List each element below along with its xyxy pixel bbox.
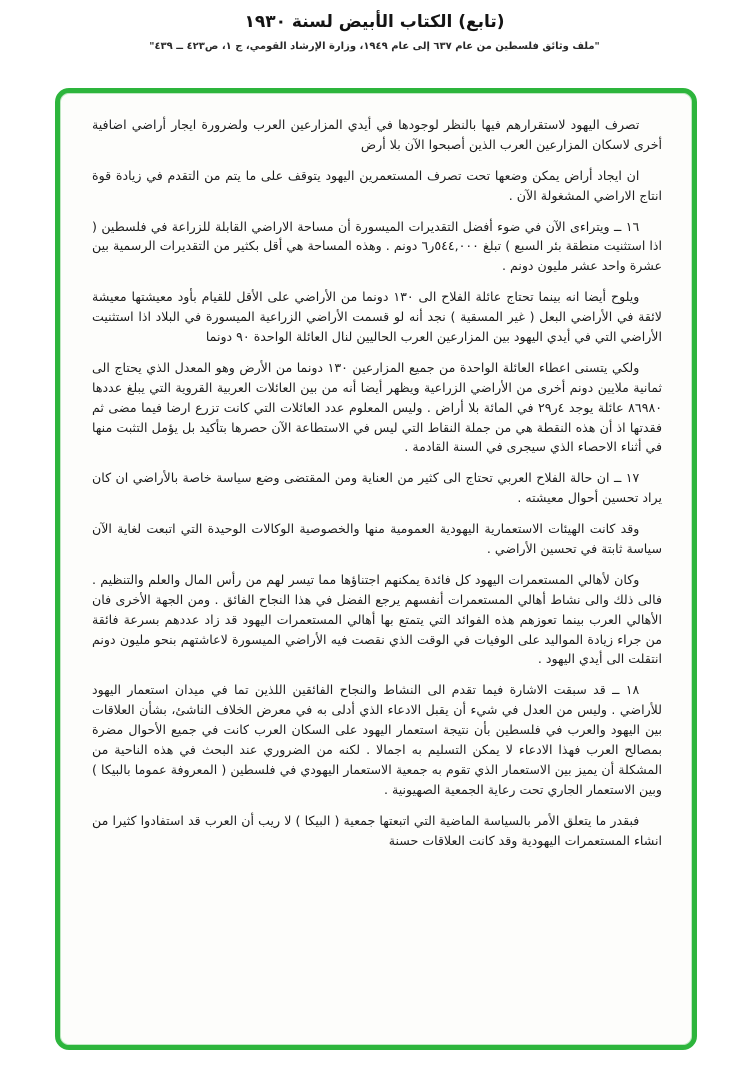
paragraph: ١٨ ــ قد سبقت الاشارة فيما تقدم الى النشاط والنجاح الفائقين اللذين تما في ميدان استعمار اليهود للأراضي . وليس من العدل في شيء أن يقبل الادعاء الذي أدلى به في معرض الخلاف الناشئ، بشأن العلاقات بين اليهود والعرب في فلسطين بأن نتيجة استعمار اليهود على السكان العرب كانت في جميع الأحوال مضرة بمصالح العرب فهذا الادعاء لا يمكن التسليم به اجمالا . لكنه من الضروري عند البحث في هذه الناحية من المشكلة أن يميز بين الاستعمار الذي تقوم به جمعية الاستعمار اليهودي في فلسطين ( المعروفة عموما بالبيكا ) وبين الاستعمار الجاري تحت رعاية الجمعية الصهيونية . <box>92 682 662 797</box>
page-title: (تابع) الكتاب الأبيض لسنة ١٩٣٠ <box>244 12 505 32</box>
paragraph: ان ايجاد أراض يمكن وضعها تحت تصرف المستعمرين اليهود يتوقف على ما يتم من التقدم في زيادة قوة انتاج الاراضي المشغولة الآن . <box>92 167 662 203</box>
paragraph: ويلوح أيضا انه بينما تحتاج عائلة الفلاح الى ١٣٠ دونما من الأراضي على الأقل للقيام بأود معيشتها معيشة لائقة في الأراضي البعل ( غير المسقية ) نجد أنه لو قسمت الأراضي الزراعية الميسورة في البلاد اذا استثنيت الأراضي التي في أيدي اليهود بين المزارعين العرب الحاليين لنال العائلة الواحدة ٩٠ دونما <box>92 289 662 345</box>
paragraph: وقد كانت الهيئات الاستعمارية اليهودية العمومية منها والخصوصية الوكالات الوحيدة التي اتبعت لغاية الآن سياسة ثابتة في تحسين الأراضي . <box>92 521 662 557</box>
page-subtitle: "ملف وثائق فلسطين من عام ٦٣٧ إلى عام ١٩٤٩، وزارة الإرشاد القومي، ج ١، ص٤٢٣ ــ ٤٣٩" <box>149 41 600 52</box>
paragraph: ١٧ ــ ان حالة الفلاح العربي تحتاج الى كثير من العناية ومن المقتضى وضع سياسة خاصة بالأراضي ان كان يراد تحسين أحوال معيشته . <box>92 470 662 506</box>
paragraph: وكان لأهالي المستعمرات اليهود كل فائدة يمكنهم اجتناؤها مما تيسر لهم من رأس المال والعلم والتنظيم . فالى ذلك والى نشاط أهالي المستعمرات أنفسهم يرجع الفضل في هذا النجاح الفائق . ومن الجهة الأخرى فان الأهالي العرب بينما تعوزهم هذه الفوائد التي يتمتع بها أهالي المستعمرات اليهود قد زاد عددهم بسرعة فائقة من جراء زيادة المواليد على الوفيات في الوقت الذي نقصت فيه الأراضي الميسورة لاعاشتهم بنحو مليون دونم انتقلت الى أيدي اليهود . <box>92 571 662 667</box>
paragraph: ولكي يتسنى اعطاء العائلة الواحدة من جميع المزارعين ١٣٠ دونما من الأرض وهو المعدل الذي يحتاج الى ثمانية ملايين دونم أخرى من الأراضي الزراعية ويظهر أيضا أنه من بين العائلات العربية القروية التي يبلغ عددها ٨٦٩٨٠ عائلة يوجد ٤ر٢٩ في المائة بلا أراض . وليس المعلوم عدد العائلات التي كانت تزرع ارضا فيما مضى ثم فقدتها اذ أن هذه النقطة هي من جملة النقاط التي ليس في الاستطاعة الآن حصرها بتأكيد بل يؤمل التثبت منها في أثناء الاحصاء الذي سيجرى في السنة القادمة . <box>92 359 662 455</box>
document-body <box>60 93 692 1045</box>
document-header <box>0 0 749 52</box>
green-border-frame <box>55 88 697 1050</box>
paragraph: فبقدر ما يتعلق الأمر بالسياسة الماضية التي اتبعتها جمعية ( البيكا ) لا ريب أن العرب قد استفادوا كثيرا من انشاء المستعمرات اليهودية وقد كانت العلاقات حسنة <box>92 812 662 848</box>
paragraph: ١٦ ــ ويتراءى الآن في ضوء أفضل التقديرات الميسورة أن مساحة الاراضي القابلة للزراعة في فلسطين ( اذا استثنيت منطقة بئر السبع ) تبلغ ٥٤٤,٠٠٠ر٦ دونم . وهذه المساحة هي أقل بكثير من التقديرات الرسمية بين عشرة واحد عشر مليون دونم . <box>92 218 663 274</box>
paragraph: تصرف اليهود لاستقرارهم فيها بالنظر لوجودها في أيدي المزارعين العرب ولضرورة ايجار أراضي اضافية أخرى لاسكان المزارعين العرب الذين أصبحوا الآن بلا أرض <box>92 117 662 152</box>
